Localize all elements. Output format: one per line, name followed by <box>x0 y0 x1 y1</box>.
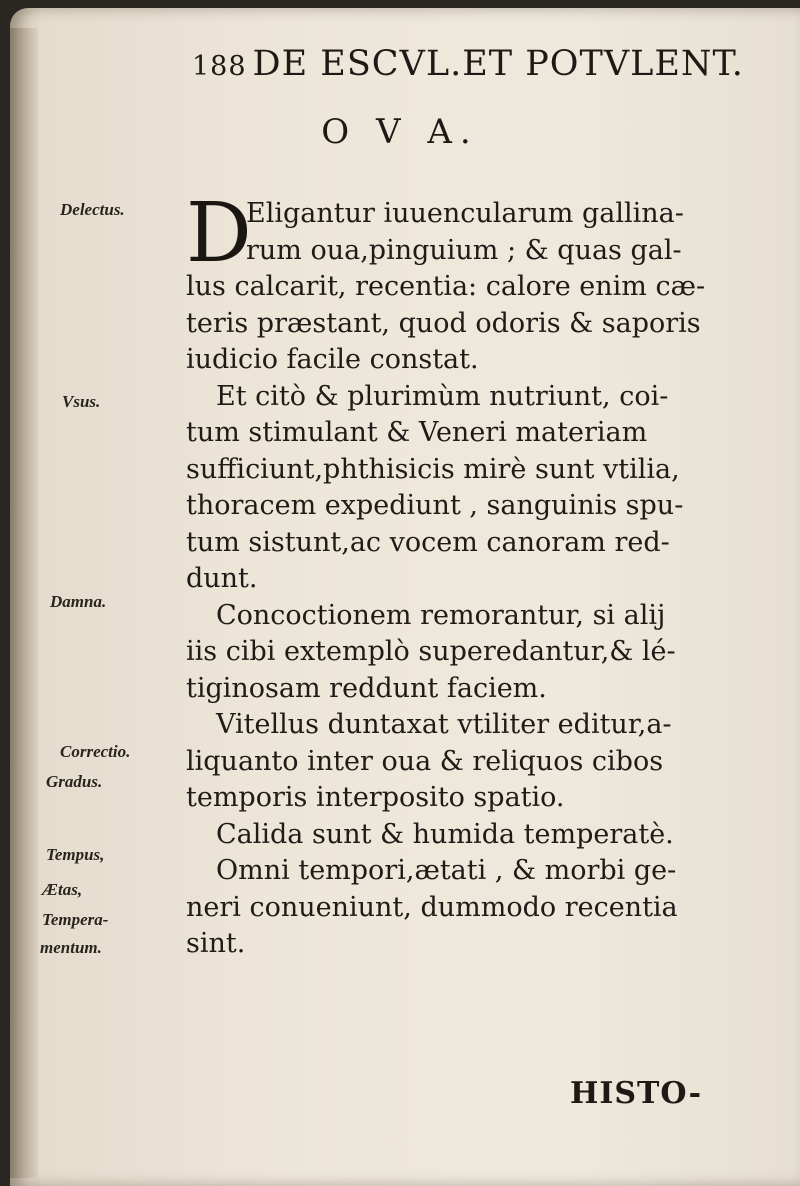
text-line: teris præstant, quod odoris & saporis <box>186 307 701 339</box>
text-line: Calida sunt & humida temperatè. <box>216 818 674 850</box>
catchword: HISTO- <box>570 1076 703 1111</box>
text-line: iis cibi extemplò superedantur,& lé- <box>186 636 676 667</box>
text-line: iudicio facile constat. <box>186 344 479 375</box>
main-text <box>186 186 746 963</box>
margin-note-temperamentum-2: mentum. <box>40 938 102 957</box>
text-line: neri conueniunt, dummodo recentia <box>186 891 678 923</box>
margin-note-correctio: Correctio. <box>60 742 131 761</box>
text-line: rum oua,pinguium ; & quas gal- <box>246 234 682 266</box>
section-title: O V A. <box>321 112 479 152</box>
margin-note-vsus: Vsus. <box>62 392 101 411</box>
margin-note-aetas: Ætas, <box>42 880 83 899</box>
margin-note-damna: Damna. <box>50 592 107 611</box>
margin-note-delectus: Delectus. <box>60 200 125 219</box>
running-title: DE ESCVL.ET POTVLENT. <box>252 44 744 84</box>
binding-gutter <box>10 28 38 1178</box>
text-line: liquanto inter oua & reliquos cibos <box>186 745 664 777</box>
margin-note-tempus: Tempus, <box>46 845 105 864</box>
text-line: dunt. <box>186 563 258 594</box>
text-line: thoracem expediunt , sanguinis spu- <box>186 490 684 521</box>
text-line: tum stimulant & Veneri materiam <box>186 417 648 448</box>
drop-cap: D <box>186 186 252 281</box>
text-line: sufficiunt,phthisicis mirè sunt vtilia, <box>186 453 680 485</box>
text-line: lus calcarit, recentia: calore enim cæ- <box>186 271 706 302</box>
text-line: tum sistunt,ac vocem canoram red- <box>186 526 670 558</box>
text-line: tiginosam reddunt faciem. <box>186 672 547 704</box>
margin-note-temperamentum-1: Tempera- <box>42 910 109 929</box>
running-header <box>192 44 752 84</box>
page-number: 188 <box>192 51 247 82</box>
paragraph-1-opening <box>186 186 746 281</box>
text-line: Vitellus duntaxat vtiliter editur,a- <box>216 709 672 740</box>
text-line: temporis interposito spatio. <box>186 782 565 813</box>
text-line: Concoctionem remorantur, si alij <box>216 599 666 631</box>
text-line: Eligantur iuuencularum gallina- <box>246 198 684 229</box>
text-line: Et citò & plurimùm nutriunt, coi- <box>216 380 669 412</box>
text-line: sint. <box>186 928 246 959</box>
margin-note-gradus: Gradus. <box>46 772 103 791</box>
text-line: Omni tempori,ætati , & morbi ge- <box>216 855 677 886</box>
